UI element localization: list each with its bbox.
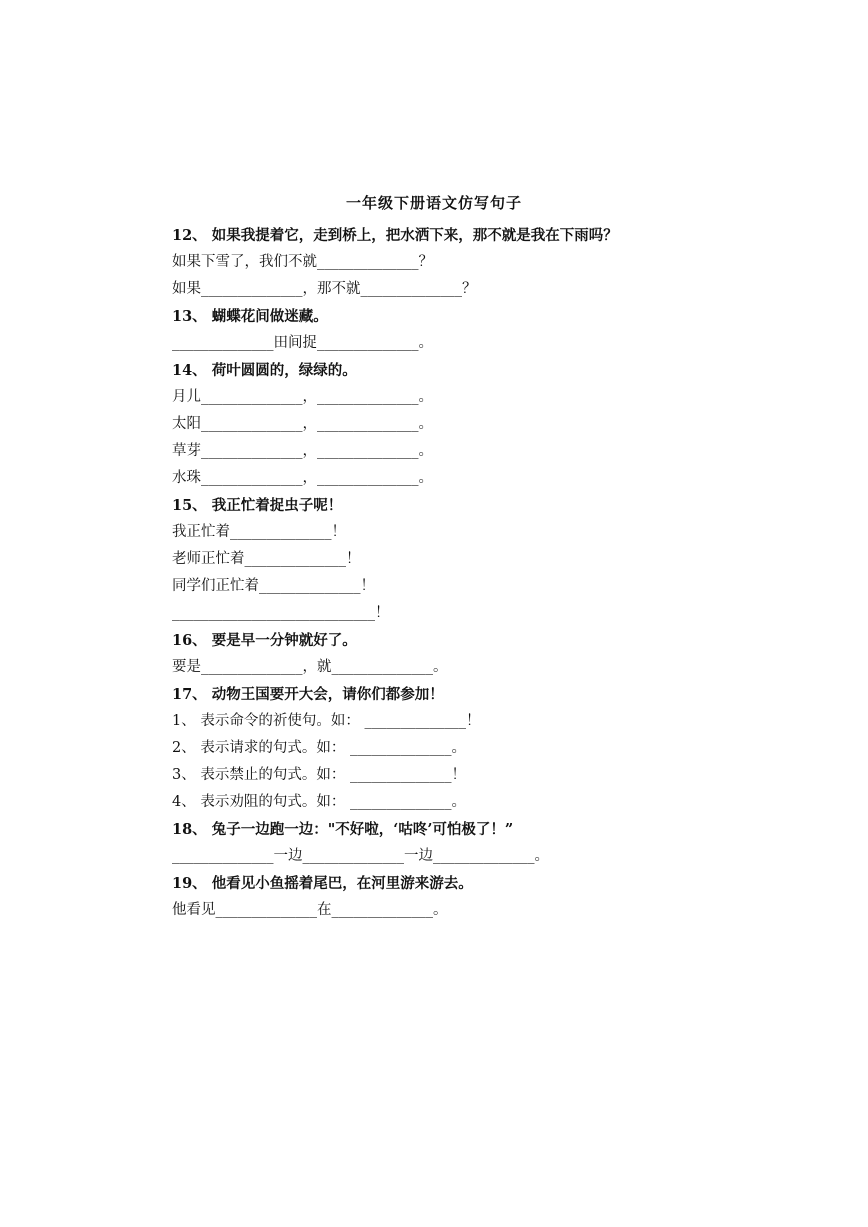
answer-line: ______________一边______________一边______________。 (172, 848, 549, 864)
answer-line: 水珠______________，______________。 (172, 470, 433, 486)
answer-line: 同学们正忙着______________！ (172, 578, 375, 594)
question-line: 15、 我正忙着捉虫子呢！ (172, 497, 343, 514)
question-line: 18、 兔子一边跑一边："不好啦，‘咕咚’可怕极了！” (172, 821, 514, 838)
answer-line: 我正忙着______________！ (172, 524, 346, 540)
answer-line: 月儿______________，______________。 (172, 389, 433, 405)
question-line: 12、 如果我提着它，走到桥上，把水洒下来，那不就是我在下雨吗？ (172, 227, 618, 244)
question-line: 16、 要是早一分钟就好了。 (172, 632, 357, 649)
question-line: 13、 蝴蝶花间做迷藏。 (172, 308, 328, 325)
answer-line: 如果下雪了，我们不就______________？ (172, 254, 433, 270)
answer-line: 如果______________，那不就______________？ (172, 281, 477, 297)
answer-line: 他看见______________在______________。 (172, 902, 448, 918)
sentence-list (172, 222, 862, 924)
page-title: 一年级下册语文仿写句子 (345, 194, 522, 212)
answer-line: 3、 表示禁止的句式。如： ______________！ (172, 767, 466, 783)
answer-line: 2、 表示请求的句式。如： ______________。 (172, 740, 466, 756)
answer-line: 4、 表示劝阻的句式。如： ______________。 (172, 794, 466, 810)
answer-line: 1、 表示命令的祈使句。如： ______________！ (172, 713, 481, 729)
answer-line: ______________田间捉______________。 (172, 335, 433, 351)
answer-line: 太阳______________，______________。 (172, 416, 433, 432)
answer-line: 草芽______________，______________。 (172, 443, 433, 459)
question-line: 19、 他看见小鱼摇着尾巴，在河里游来游去。 (172, 875, 473, 892)
answer-line: 老师正忙着______________！ (172, 551, 361, 567)
question-line: 17、 动物王国要开大会，请你们都参加！ (172, 686, 444, 703)
answer-line: 要是______________，就______________。 (172, 659, 448, 675)
question-line: 14、 荷叶圆圆的，绿绿的。 (172, 362, 357, 379)
answer-line: ____________________________！ (172, 605, 390, 621)
